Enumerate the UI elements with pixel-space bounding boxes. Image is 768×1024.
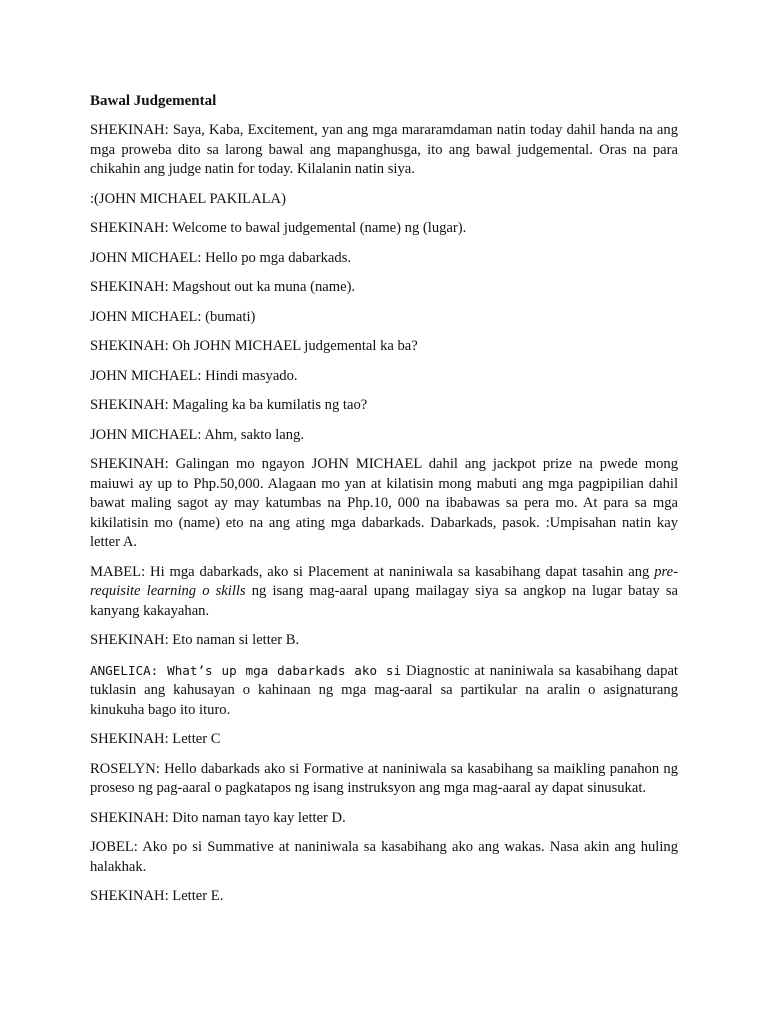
mabel-text-end: ng isang mag-aaral upang mailagay siya sa angkop na lugar batay sa kanyang kakayahan. — [90, 583, 678, 619]
paragraph-jobel: JOBEL: Ako po si Summative at naniniwala sa kasabihang ako ang wakas. Nasa akin ang huling halakhak. — [90, 839, 678, 875]
paragraph-angelica — [90, 661, 678, 721]
paragraph-shekinah-shoutout: SHEKINAH: Magshout out ka muna (name). — [90, 279, 356, 295]
paragraph-shekinah-jackpot: SHEKINAH: Galingan mo ngayon JOHN MICHAEL dahil ang jackpot prize na pwede mong maiuwi ay up to Php.50,000. Alagaan mo yan at kilatisin mong mabuti ang mga pagpipilian dahil bawat maling sagot ay may katumbas na Php.10, 000 na ibabawas sa pera mo. At para sa mga kikilatisin mo (name) eto na ang ating mga dabarkads. Dabarkads, pasok. :Umpisahan natin kay letter A. — [90, 456, 678, 550]
document-title: Bawal Judgemental — [90, 93, 217, 109]
paragraph-stage-direction: :(JOHN MICHAEL PAKILALA) — [90, 190, 286, 207]
paragraph-shekinah-judgemental: SHEKINAH: Oh JOHN MICHAEL judgemental ka ba? — [90, 338, 418, 354]
paragraph-john-hindi: JOHN MICHAEL: Hindi masyado. — [90, 367, 298, 384]
angelica-mono-text: ANGELICA: What’s up mga dabarkads ako si — [90, 662, 402, 678]
paragraph-letter-d: SHEKINAH: Dito naman tayo kay letter D. — [90, 809, 346, 826]
paragraph-john-bumati: JOHN MICHAEL: (bumati) — [90, 308, 256, 325]
angelica-text-rest: Diagnostic at naniniwala sa kasabihang dapat tuklasin ang kahusayan o kahinaan ng mga mag-aaral sa partikular na aralin o asignaturang kinukuha bago ito ituro. — [90, 662, 678, 718]
paragraph-john-hello: JOHN MICHAEL: Hello po mga dabarkads. — [90, 249, 352, 266]
paragraph-letter-b: SHEKINAH: Eto naman si letter B. — [90, 632, 300, 648]
paragraph-shekinah-intro: SHEKINAH: Saya, Kaba, Excitement, yan ang mga mararamdaman natin today dahil handa na ang mga proweba dito sa larong bawal ang mapanghusga, ito ang bawal judgemental. Oras na para chikahin ang judge natin for today. Kilalanin natin siya. — [90, 122, 678, 177]
mabel-text-start: MABEL: Hi mga dabarkads, ako si Placement at naniniwala sa kasabihang dapat tasahin ang — [90, 563, 655, 580]
paragraph-shekinah-welcome: SHEKINAH: Welcome to bawal judgemental (name) ng (lugar). — [90, 220, 467, 236]
paragraph-letter-c: SHEKINAH: Letter C — [90, 731, 221, 747]
document-page — [90, 92, 678, 917]
paragraph-roselyn: ROSELYN: Hello dabarkads ako si Formative at naniniwala sa kasabihang sa maikling panahon ng proseso ng pag-aaral o pagkatapos ng isang instruksyon ang mga mag-aaral ay dapat sinusukat. — [90, 760, 678, 796]
paragraph-letter-e: SHEKINAH: Letter E. — [90, 888, 224, 904]
paragraph-john-sakto: JOHN MICHAEL: Ahm, sakto lang. — [90, 426, 305, 443]
mabel-italic-phrase: pre-requisite learning o skills — [90, 563, 678, 599]
paragraph-mabel — [90, 563, 678, 622]
paragraph-shekinah-kumilatis: SHEKINAH: Magaling ka ba kumilatis ng tao? — [90, 397, 368, 413]
